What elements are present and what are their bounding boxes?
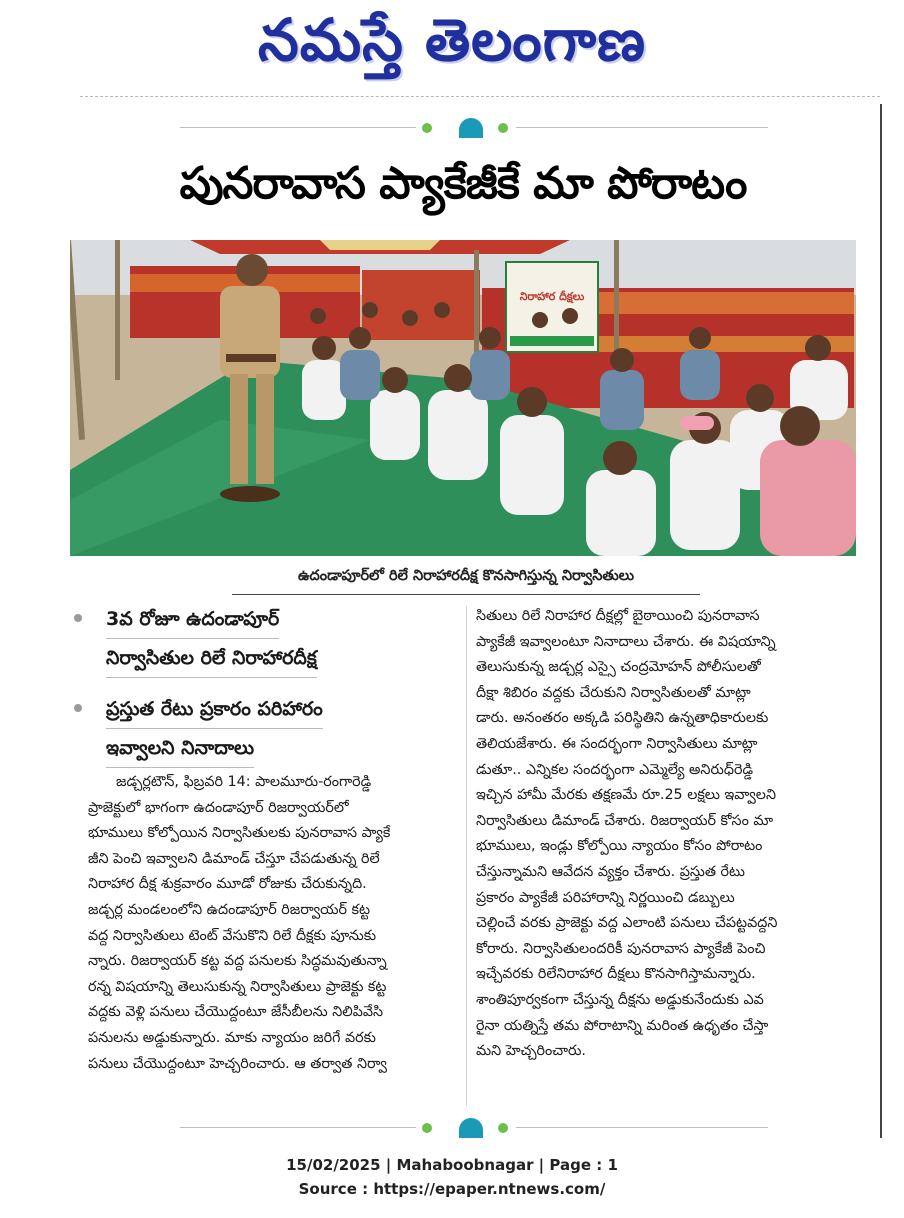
top-ornament-divider xyxy=(180,118,768,138)
body-line: రైనా యత్నిస్తే తమ పోరాటాన్ని మరింత ఉధృతం చేస్తా xyxy=(476,1017,769,1034)
body-line: నిర్వాసితులు డిమాండ్ చేశారు. రిజర్వాయర్ కోసం మా xyxy=(476,812,774,829)
body-line: శాంతిపూర్వకంగా చేస్తున్న దీక్షను అడ్డుకునేందుకు ఎవ xyxy=(476,991,764,1008)
body-line: ప్రకారం ప్యాకేజీ పరిహారాన్ని నిర్ణయించి డబ్బులు xyxy=(476,889,735,906)
footer-date-edition: 15/02/2025 | Mahaboobnagar | Page : 1 xyxy=(286,1156,618,1174)
body-line: పనులు చేయొద్దంటూ హెచ్చరించారు. ఆ తర్వాత నిర్వా xyxy=(88,1055,387,1072)
photo-banner-text: నిరాహార దీక్షలు xyxy=(519,290,585,303)
bottom-ornament-divider xyxy=(180,1118,768,1138)
body-line: జడ్చర్లటౌన్, ఫిబ్రవరి 14: పాలమూరు-రంగారెడ్డి xyxy=(116,774,372,790)
body-line: వద్ద నిర్వాసితులు టెంట్ వేసుకొని రిలే దీక్షకు పూనుకు xyxy=(88,927,377,944)
footer-source: Source : https://epaper.ntnews.com/ xyxy=(298,1180,606,1198)
body-line: తెలియజేశారు. ఈ సందర్భంగా నిర్వాసితులు మాట్లా xyxy=(476,735,758,752)
article-body-left-column xyxy=(88,770,463,1077)
body-line: రన్న విషయాన్ని తెలుసుకున్న నిర్వాసితులు ప్రాజెక్టు కట్ట xyxy=(88,978,387,995)
page-right-rule xyxy=(880,104,882,1138)
body-line: తెలుసుకున్న జడ్చర్ల ఎస్సై చంద్రమోహన్ పోలీసులతో xyxy=(476,659,761,676)
bullet-line: ఇవ్వాలని నినాదాలు xyxy=(106,729,254,768)
body-line: జీని పెంచి ఇవ్వాలని డిమాండ్ చేస్తూ చేపడుతున్న రిలే xyxy=(88,850,380,867)
photo-caption: ఉదండాపూర్‌లో రిలే నిరాహారదీక్ష కొనసాగిస్తున్న నిర్వాసితులు xyxy=(297,568,635,584)
article-body-right-column xyxy=(476,604,860,1065)
protest-photo xyxy=(70,240,856,556)
body-line: భూములు, ఇండ్లు కోల్పోయి న్యాయం కోసం పోరాటం xyxy=(476,838,763,855)
body-line: న్నారు. రిజర్వాయర్ కట్ట వద్ద పనులకు సిద్ధమవుతున్నా xyxy=(88,953,387,970)
body-line: దీక్షా శిబిరం వద్దకు చేరుకుని నిర్వాసితులతో మాట్లా xyxy=(476,684,751,701)
body-line: చెల్లించే వరకు ప్రాజెక్టు వద్ద ఎలాంటి పనులు చేపట్టవద్దని xyxy=(476,915,778,932)
bullet-line: 3వ రోజూ ఉదండాపూర్ xyxy=(106,600,279,639)
masthead xyxy=(0,0,904,80)
body-line: వద్దకు వెళ్లి పనులు చేయొద్దంటూ జేసీబీలను నిలిపివేసి xyxy=(88,1004,384,1021)
body-line: జడ్చర్ల మండలంలోని ఉదండాపూర్ రిజర్వాయర్ కట్ట xyxy=(88,901,371,918)
body-line: చేస్తున్నామని ఆవేదన వ్యక్తం చేశారు. ప్రస్తుత రేటు xyxy=(476,863,745,880)
caption-underline xyxy=(232,566,700,595)
bullet-line: నిర్వాసితుల రిలే నిరాహారదీక్ష xyxy=(106,639,317,678)
body-line: ప్యాకేజీ ఇవ్వాలంటూ నినాదాలు చేశారు. ఈ విషయాన్ని xyxy=(476,633,776,650)
body-line: నిరాహార దీక్ష శుక్రవారం మూడో రోజుకు చేరుకున్నది. xyxy=(88,876,367,893)
body-line: ఇచ్చేవరకు రిలేనిరాహార దీక్షలు కొనసాగిస్తామన్నారు. xyxy=(476,966,756,983)
body-line: ప్రాజెక్టులో భాగంగా ఉదండాపూర్ రిజర్వాయర్‌లో xyxy=(88,799,349,816)
article-headline: పునరావాస ప్యాకేజీకే మా పోరాటం xyxy=(179,158,747,209)
body-line: ఇచ్చిన హామీ మేరకు తక్షణమే రూ.25 లక్షలు ఇవ్వాలని xyxy=(476,787,776,804)
bullet-dot-icon xyxy=(74,614,82,622)
body-line: డుతూ.. ఎన్నికల సందర్భంగా ఎమ్మెల్యే అనిరుధ్‌రెడ్డి xyxy=(476,761,754,778)
body-line: భూములు కోల్పోయిన నిర్వాసితులకు పునరావాస ప్యాకే xyxy=(88,825,391,842)
body-line: పనులను అడ్డుకున్నారు. మాకు న్యాయం జరిగే వరకు xyxy=(88,1029,376,1046)
bullet-dot-icon xyxy=(74,704,82,712)
highlight-bullets xyxy=(70,600,460,780)
bullet-item xyxy=(70,690,460,768)
body-line: కోరారు. నిర్వాసితులందరికీ పునరావాస ప్యాకేజీ పెంచి xyxy=(476,940,766,957)
body-line: మని హెచ్చరించారు. xyxy=(476,1043,586,1060)
bullet-item xyxy=(70,600,460,678)
clipping-cut-line xyxy=(80,96,880,105)
body-line: డారు. అనంతరం అక్కడి పరిస్థితిని ఉన్నతాధికారులకు xyxy=(476,710,769,727)
column-divider xyxy=(466,606,467,1106)
newspaper-logo: నమస్తే తెలంగాణ xyxy=(258,6,646,74)
bullet-line: ప్రస్తుత రేటు ప్రకారం పరిహారం xyxy=(106,690,323,729)
body-line: సితులు రిలే నిరాహార దీక్షల్లో బైఠాయించి పునరావాస xyxy=(476,608,760,624)
